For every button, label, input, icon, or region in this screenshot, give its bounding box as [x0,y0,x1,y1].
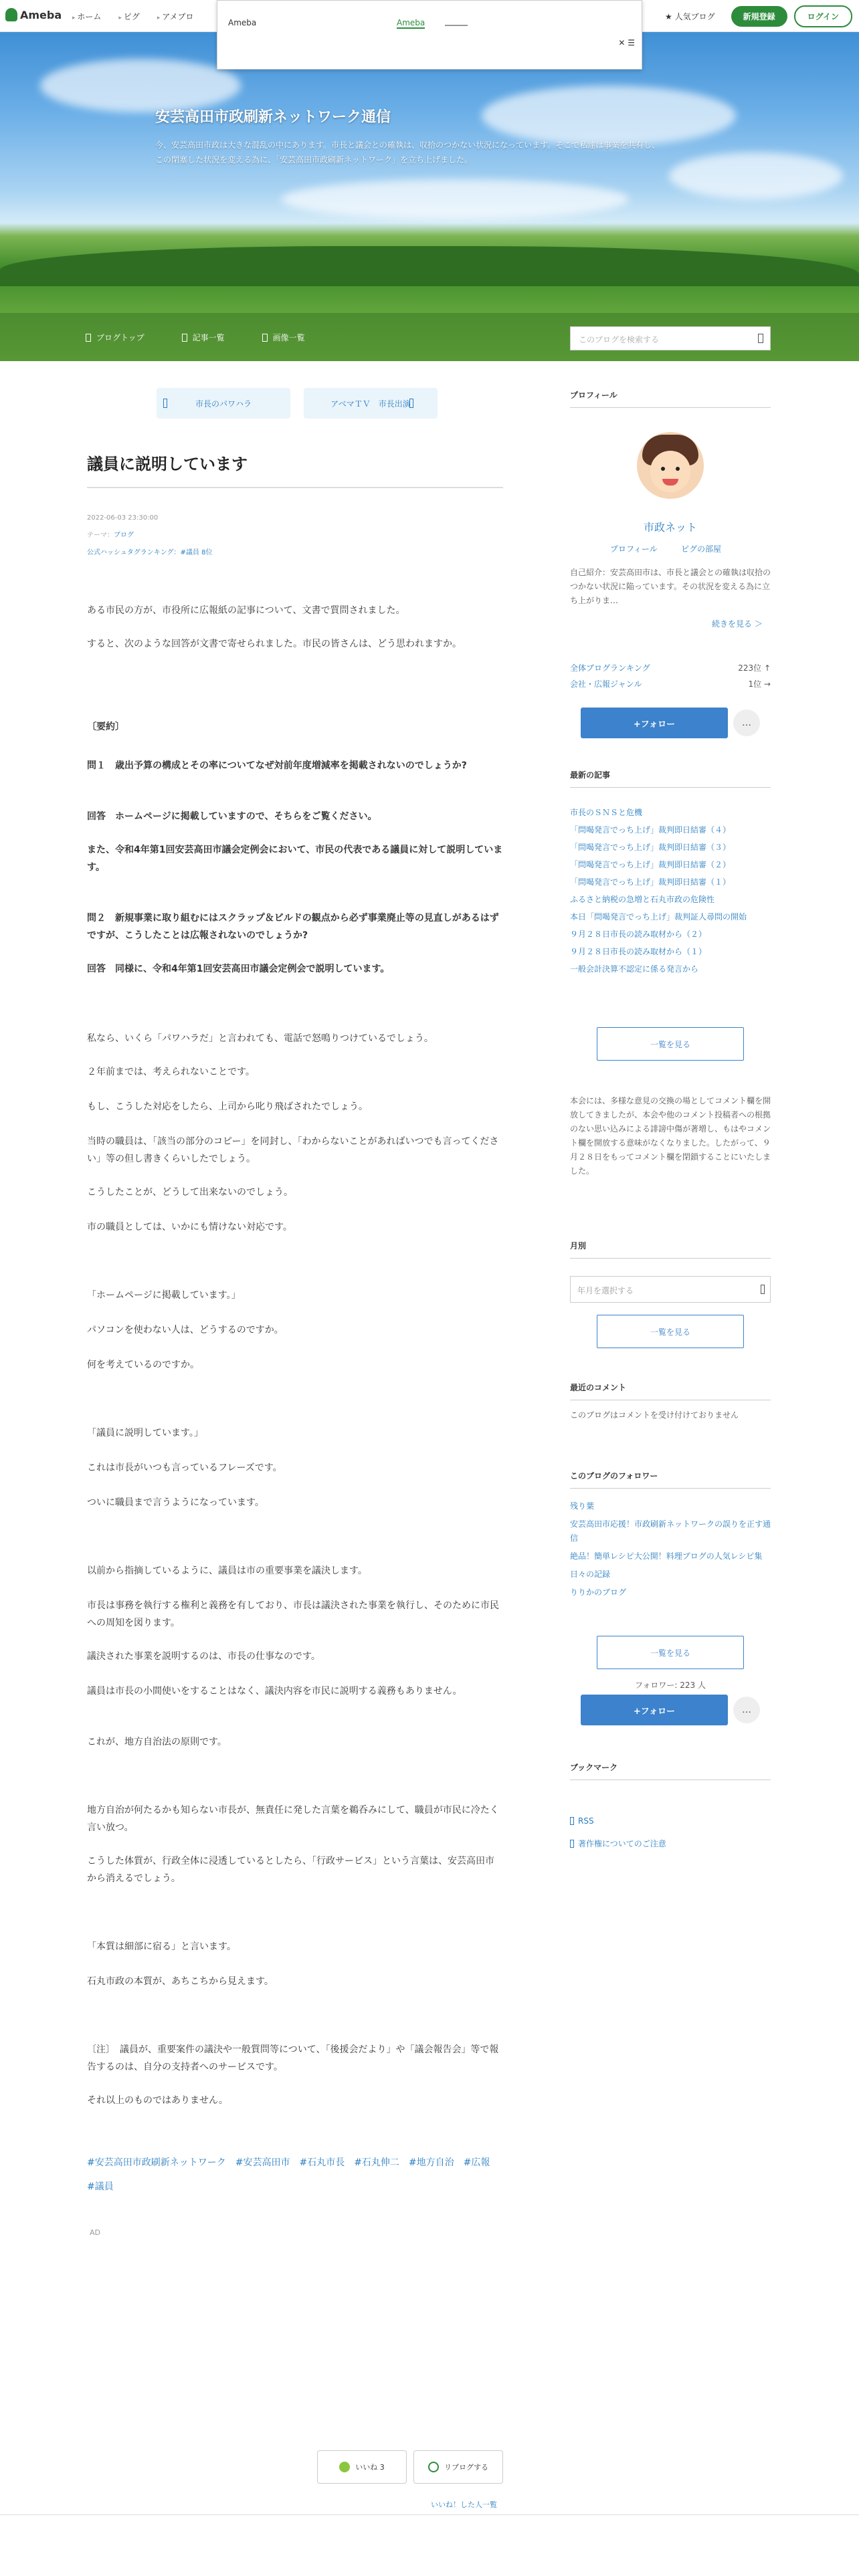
logo-text: Ameba [20,8,62,21]
entry-paragraph: これが、地方自治法の原則です。 [87,1737,227,1747]
latest-article-item[interactable]: 本日「問喝発言でっち上げ」裁判証人尋問の開始 [570,912,747,922]
cloud [40,59,241,112]
follow-button-bottom[interactable]: +フォロー [581,1695,728,1725]
ad-link[interactable]: Ameba [397,18,425,27]
ad-placeholder-line [445,18,468,26]
ameba-mark-icon [5,8,17,21]
ranking-overall-value: 223位 ↑ [738,663,771,673]
entry-reactions [317,2450,503,2484]
entry-paragraph: 問２ 新規事業に取り組むにはスクラップ＆ビルドの観点から必ず事業廃止等の見直しがあるはずですが、こうしたことは広報されないのでしょうか? [87,913,499,941]
followers-see-all-button[interactable]: 一覧を見る [597,1636,744,1669]
entry-paragraph: パソコンを使わない人は、どうするのですか。 [87,1325,284,1335]
ad-close-button[interactable]: ✕ ☰ [618,38,635,47]
entry-paragraph: 回答 同様に、令和4年第1回安芸高田市議会定例会で説明しています。 [87,964,390,974]
follower-item[interactable]: 絶品！簡単レシピ大公開！料理ブログの人気レシピ集 [570,1551,763,1561]
monthly-see-all-button[interactable]: 一覧を見る [597,1315,744,1348]
follower-count: フォロワー: 223 人 [635,1681,706,1690]
entry-paragraph: 〔注〕 議員が、重要案件の議決や一般質問等について、「後援会だより」や「議会報告会」等で報告するのは、自分の支持者へのサービスです。 [87,2044,499,2072]
comments-heading: 最近のコメント [570,1382,771,1400]
latest-article-item[interactable]: 市長のＳＮＳと危機 [570,808,643,817]
ad-overlay [217,0,642,70]
entry-paragraph: すると、次のような回答が文書で寄せられました。市民の皆さんは、どう思われますか。 [87,639,462,649]
divider [0,2514,859,2515]
like-count: 3 [379,2463,385,2472]
entry-paragraph: 市の職員としては、いかにも情けない対応です。 [87,1222,292,1232]
entry-paragraph: 〔要約〕 [87,722,124,732]
ameba-logo[interactable] [5,8,62,21]
entry-paragraph: 石丸市政の本質が、あちこちから見えます。 [87,1976,274,1987]
featured-link-powerhara[interactable] [157,388,290,419]
entry-paragraph: これは市長がいつも言っているフレーズです。 [87,1463,282,1473]
entry-hashtags[interactable]: #安芸高田市政刷新ネットワーク #安芸高田市 #石丸市長 #石丸伸二 #地方自治 #広報 #議員 [87,2157,500,2192]
header-actions [665,5,852,27]
login-button[interactable]: ログイン [794,5,852,27]
bookmark-label: 著作権についてのご注意 [578,1839,666,1848]
theme-label: テーマ： [87,532,114,539]
entry-paragraph: 問１ 歳出予算の構成とその率についてなぜ対前年度増減率を掲載されないのでしょうか? [87,760,467,771]
entry-paragraph: 「ホームページに掲載しています。」 [87,1290,241,1301]
tree-line [0,246,859,286]
featured-links [157,388,438,419]
entry-paragraph: 議員は市長の小間使いをすることはなく、議決内容を市民に説明する義務もありません。 [87,1686,462,1697]
entry-paragraph: 市長は事務を執行する権利と義務を有しており、市長は議決された事業を執行し、そのために市民への周知を図ります。 [87,1600,499,1628]
search-icon[interactable] [758,334,763,343]
profile-link[interactable]: プロフィール [610,544,658,554]
ad-label: AD [90,2228,100,2237]
read-more-link[interactable]: 続きを見る ＞ [712,619,763,629]
entry-paragraph: もし、こうした対応をしたら、上司から叱り飛ばされたでしょう。 [87,1101,368,1112]
nav-entry-list-label: 記事一覧 [192,333,225,342]
follower-item[interactable]: 日々の記録 [570,1570,611,1579]
ranking-genre[interactable] [570,678,771,689]
entry-paragraph: 議決された事業を説明するのは、市長の仕事なのです。 [87,1651,320,1662]
ranking-genre-label: 会社・広報ジャンル [570,679,642,689]
global-nav [72,11,193,22]
nav-entry-list[interactable] [182,332,225,343]
like-icon [339,2462,350,2472]
entry-paragraph: 「本質は細部に宿る」と言います。 [87,1941,236,1952]
entry-paragraph: 回答 ホームページに掲載していますので、そちらをご覧ください。 [87,811,377,822]
entry-ranking [87,544,212,562]
followers-heading: このブログのフォロワー [570,1470,771,1489]
link-icon [163,399,167,408]
featured-link-label: アベマＴＶ 市長出演 [330,399,411,409]
cloud [669,152,843,199]
entry-meta [87,510,212,562]
follow-button[interactable]: +フォロー [581,708,728,738]
reblog-icon [428,2462,439,2472]
comment-notice: 本会には、多様な意見の交換の場としてコメント欄を開放してきましたが、本会や他のコメント投稿者への根拠のない思い込みによる誹謗中傷が著増し、もはやコメント欄を開放する意味がなくなりました。したがって、９月２８日をもってコメント欄を閉鎖することにいたしました。 [570,1096,771,1176]
entry-paragraph: ある市民の方が、市役所に広報紙の記事について、文書で質問されました。 [87,605,405,616]
entry-paragraph: 当時の職員は、「該当の部分のコピー」を同封し、「わからないことがあればいつでも言ってください」等の但し書きくらいしたでしょう。 [87,1136,499,1164]
bookmark-copyright[interactable] [570,1838,666,1849]
latest-article-item[interactable]: 「問喝発言でっち上げ」裁判即日結審（４） [570,825,731,835]
document-icon [570,1840,574,1848]
nav-home[interactable]: ▸ ホーム [72,11,101,22]
entry-paragraph: 私なら、いくら「パワハラだ」と言われても、電話で怒鳴りつけているでしょう。 [87,1033,434,1044]
entry-paragraph: こうした体質が、行政全体に浸透しているとしたら、「行政サービス」という言葉は、安芸高田市から消えるでしょう。 [87,1856,494,1884]
featured-link-abema[interactable] [304,388,438,419]
avatar-eye [676,467,680,471]
popular-blog-link[interactable]: ★ 人気ブログ [664,12,715,21]
avatar-face [650,451,690,492]
entry-title[interactable]: 議員に説明しています [87,455,248,473]
blog-search-input[interactable] [570,326,771,350]
entry-paragraph: それ以上のものではありません。 [87,2095,228,2106]
entry-paragraph: 何を考えているのですか。 [87,1360,199,1370]
latest-article-item[interactable]: ９月２８日市長の読み取材から（１） [570,947,707,956]
more-button[interactable]: … [733,710,760,736]
latest-article-item[interactable]: 「問喝発言でっち上げ」裁判即日結審（１） [570,877,731,887]
entry-paragraph: 以前から指摘しているように、議員は市の重要事業を議決します。 [87,1566,367,1576]
profile-intro: 自己紹介：安芸高田市は、市長と議会との確執は収拾のつかない状況に陥っています。その状況を変える為に立ち上がりま… [570,568,771,605]
reblog-label: リブログする [444,2463,488,2472]
pig-room-link[interactable]: ピグの部屋 [681,544,722,554]
nav-pigg[interactable]: ▸ ピグ [118,11,139,22]
latest-articles [570,804,771,978]
home-icon [86,334,91,342]
entry-date: 2022-06-03 23:30:00 [87,514,159,522]
ad-label: Ameba [228,18,257,27]
entry-paragraph: また、令和4年第1回安芸高田市議会定例会において、市民の代表である議員に対して説明しています。 [87,845,503,873]
ranking-overall[interactable] [570,662,771,673]
entry-paragraph: 地方自治が何たるかも知らない市長が、無責任に発した言葉を鵜呑みにして、職員が市民に冷たく言い放つ。 [87,1805,499,1833]
entry-theme [87,527,212,544]
blog-description: 今、安芸高田市政は大きな混乱の中にあります。市長と議会との確執は、収拾のつかない状況になっています。そこで私達は事業を共有し、この閉塞した状況を変える為に、「安芸高田市政刷新ネットワーク」を立ち上げました。 [155,140,660,165]
link-icon [409,399,413,408]
avatar-eye [661,467,665,471]
bookmark-heading: ブックマーク [570,1761,771,1780]
chevron-down-icon [761,1285,765,1294]
register-button[interactable]: 新規登録 [731,6,787,27]
latest-see-all-button[interactable]: 一覧を見る [597,1027,744,1061]
follower-item[interactable]: 安芸高田市応援！市政刷新ネットワークの誤りを正す通信 [570,1519,771,1543]
ranking-label[interactable]: 公式ハッシュタグランキング： [87,549,181,556]
ranking-overall-label: 全体ブログランキング [570,663,650,673]
featured-link-label: 市長のパワハラ [195,399,252,409]
popular-blog-label: 人気ブログ [674,12,715,21]
nav-blog-top[interactable] [86,332,145,343]
bookmark-label: RSS [578,1816,594,1826]
latest-article-item[interactable]: 「問喝発言でっち上げ」裁判即日結審（２） [570,860,731,869]
follower-item[interactable]: りりかのブログ [570,1588,627,1597]
rss-icon [570,1817,574,1825]
nav-image-list[interactable] [262,332,305,343]
list-icon [182,334,187,342]
like-info [355,2462,385,2472]
entry-paragraph: ２年前までは、考えられないことです。 [87,1067,255,1077]
blog-nav [0,313,859,361]
like-button[interactable] [317,2450,407,2484]
nav-image-list-label: 画像一覧 [272,333,305,342]
like-label: いいね [355,2463,378,2472]
profile-heading: プロフィール [570,389,771,408]
theme-link[interactable]: ブログ [114,532,134,539]
monthly-heading: 月別 [570,1240,771,1259]
nav-ameblo[interactable]: ▸ アメブロ [157,11,194,22]
reblog-button[interactable] [413,2450,503,2484]
follower-item[interactable]: 残り葉 [570,1501,595,1511]
nav-blog-top-label: ブログトップ [96,333,145,342]
latest-article-item[interactable]: 「問喝発言でっち上げ」裁判即日結審（３） [570,843,731,852]
avatar[interactable] [637,432,704,499]
entry-paragraph: こうしたことが、どうして出来ないのでしょう。 [87,1187,293,1198]
entry-paragraph: ついに職員まで言うようになっています。 [87,1497,264,1508]
search-placeholder: このブログを検索する [579,335,660,344]
liked-users-link[interactable]: いいね！した人一覧 [431,2500,497,2509]
ranking-tag[interactable]: #議員 [180,549,199,556]
entry-paragraph: 「議員に説明しています。」 [87,1428,203,1438]
blog-header [0,32,859,361]
follower-list [570,1499,771,1604]
month-select[interactable] [570,1276,771,1303]
bookmark-rss[interactable] [570,1816,594,1826]
month-select-placeholder: 年月を選択する [577,1286,634,1295]
latest-article-item[interactable]: 一般会計決算不認定に係る発言から [570,964,699,974]
cloud [281,179,629,219]
ranking-position: 8位 [201,549,213,556]
latest-article-item[interactable]: ふるさと納税の急増と石丸市政の危険性 [570,895,715,904]
image-icon [262,334,268,342]
blog-title[interactable]: 安芸高田市政刷新ネットワーク通信 [155,109,391,126]
more-button-bottom[interactable]: … [733,1697,760,1723]
latest-article-item[interactable]: ９月２８日市長の読み取材から（２） [570,930,707,939]
comments-text: このブログはコメントを受け付けておりません [570,1410,739,1420]
latest-heading: 最新の記事 [570,769,771,788]
profile-name[interactable]: 市政ネット [643,521,697,534]
cloud [482,86,736,146]
divider [87,487,503,488]
ranking-genre-value: 1位 → [748,679,771,689]
